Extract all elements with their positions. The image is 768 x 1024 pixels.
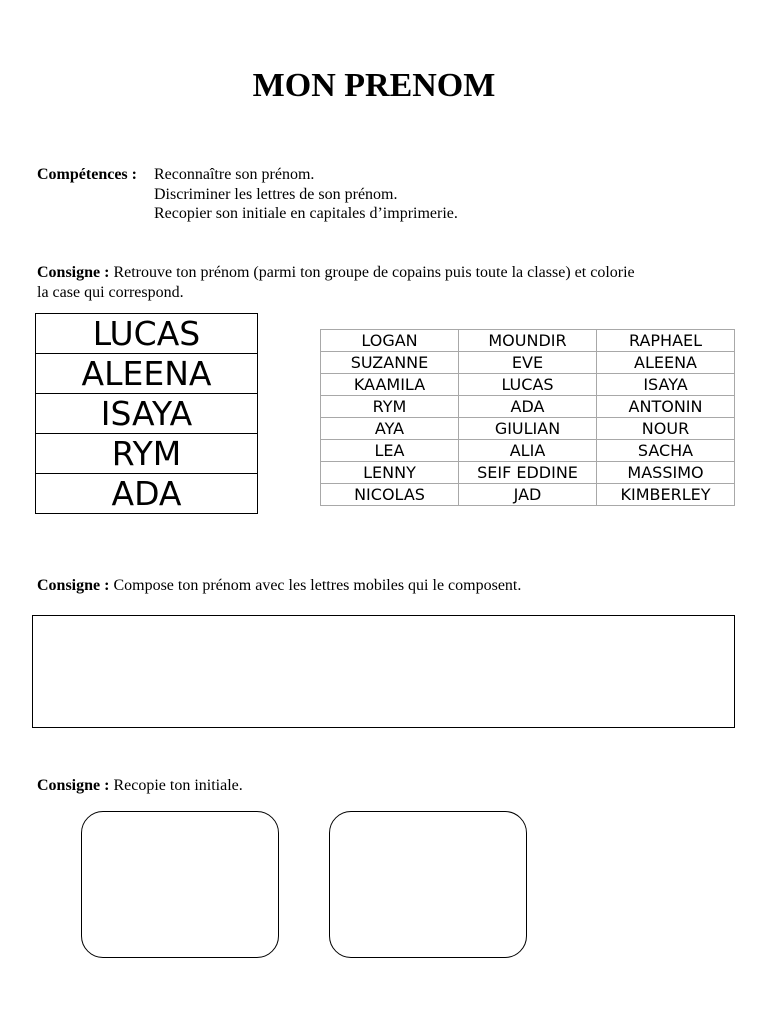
initial-box-left[interactable] [81, 811, 279, 958]
table-row [321, 462, 735, 484]
table-row [321, 352, 735, 374]
consigne-3-label: Consigne : [37, 777, 110, 794]
consigne-1-text-line2: la case qui correspond. [37, 284, 184, 301]
class-name-cell[interactable]: ANTONIN [597, 396, 735, 418]
class-name-cell[interactable]: SUZANNE [321, 352, 459, 374]
competences-label [37, 165, 137, 185]
name-cell[interactable]: LUCAS [36, 314, 258, 354]
class-names-table [320, 329, 735, 506]
consigne-3 [37, 776, 243, 796]
name-cell[interactable]: ISAYA [36, 394, 258, 434]
consigne-1 [37, 263, 635, 283]
table-row [321, 484, 735, 506]
class-name-cell[interactable]: LEA [321, 440, 459, 462]
class-name-cell[interactable]: RYM [321, 396, 459, 418]
group-names-table [35, 313, 258, 514]
class-name-cell[interactable]: RAPHAEL [597, 330, 735, 352]
class-name-cell[interactable]: KIMBERLEY [597, 484, 735, 506]
table-row [36, 474, 258, 514]
table-row [36, 314, 258, 354]
name-cell[interactable]: ADA [36, 474, 258, 514]
page-title: MON PRENOM [252, 67, 496, 104]
class-name-cell[interactable]: MASSIMO [597, 462, 735, 484]
consigne-2 [37, 576, 521, 596]
consigne-1-label: Consigne : [37, 264, 110, 281]
class-name-cell[interactable]: LENNY [321, 462, 459, 484]
class-name-cell[interactable]: GIULIAN [459, 418, 597, 440]
class-name-cell[interactable]: AYA [321, 418, 459, 440]
class-name-cell[interactable]: ALIA [459, 440, 597, 462]
consigne-1-text-line1: Retrouve ton prénom (parmi ton groupe de copains puis toute la classe) et colorie [113, 264, 635, 281]
class-name-cell[interactable]: ISAYA [597, 374, 735, 396]
competences-label-text: Compétences : [37, 166, 137, 183]
table-row [36, 394, 258, 434]
class-name-cell[interactable]: NICOLAS [321, 484, 459, 506]
class-name-cell[interactable]: ADA [459, 396, 597, 418]
table-row [321, 374, 735, 396]
consigne-2-label: Consigne : [37, 577, 110, 594]
class-name-cell[interactable]: SACHA [597, 440, 735, 462]
table-row [321, 418, 735, 440]
consigne-3-text: Recopie ton initiale. [113, 777, 243, 794]
table-row [36, 434, 258, 474]
competence-line-2: Discriminer les lettres de son prénom. [154, 186, 398, 203]
name-cell[interactable]: RYM [36, 434, 258, 474]
competence-line-3: Recopier son initiale en capitales d’imprimerie. [154, 205, 458, 222]
class-name-cell[interactable]: SEIF EDDINE [459, 462, 597, 484]
competence-line-1: Reconnaître son prénom. [154, 166, 315, 183]
compose-name-box[interactable] [32, 615, 735, 728]
class-name-cell[interactable]: ALEENA [597, 352, 735, 374]
table-row [36, 354, 258, 394]
class-name-cell[interactable]: JAD [459, 484, 597, 506]
class-name-cell[interactable]: EVE [459, 352, 597, 374]
class-name-cell[interactable]: LOGAN [321, 330, 459, 352]
consigne-2-text: Compose ton prénom avec les lettres mobiles qui le composent. [113, 577, 522, 594]
initial-box-right[interactable] [329, 811, 527, 958]
table-row [321, 330, 735, 352]
class-name-cell[interactable]: LUCAS [459, 374, 597, 396]
name-cell[interactable]: ALEENA [36, 354, 258, 394]
class-name-cell[interactable]: NOUR [597, 418, 735, 440]
class-name-cell[interactable]: MOUNDIR [459, 330, 597, 352]
table-row [321, 396, 735, 418]
table-row [321, 440, 735, 462]
class-name-cell[interactable]: KAAMILA [321, 374, 459, 396]
